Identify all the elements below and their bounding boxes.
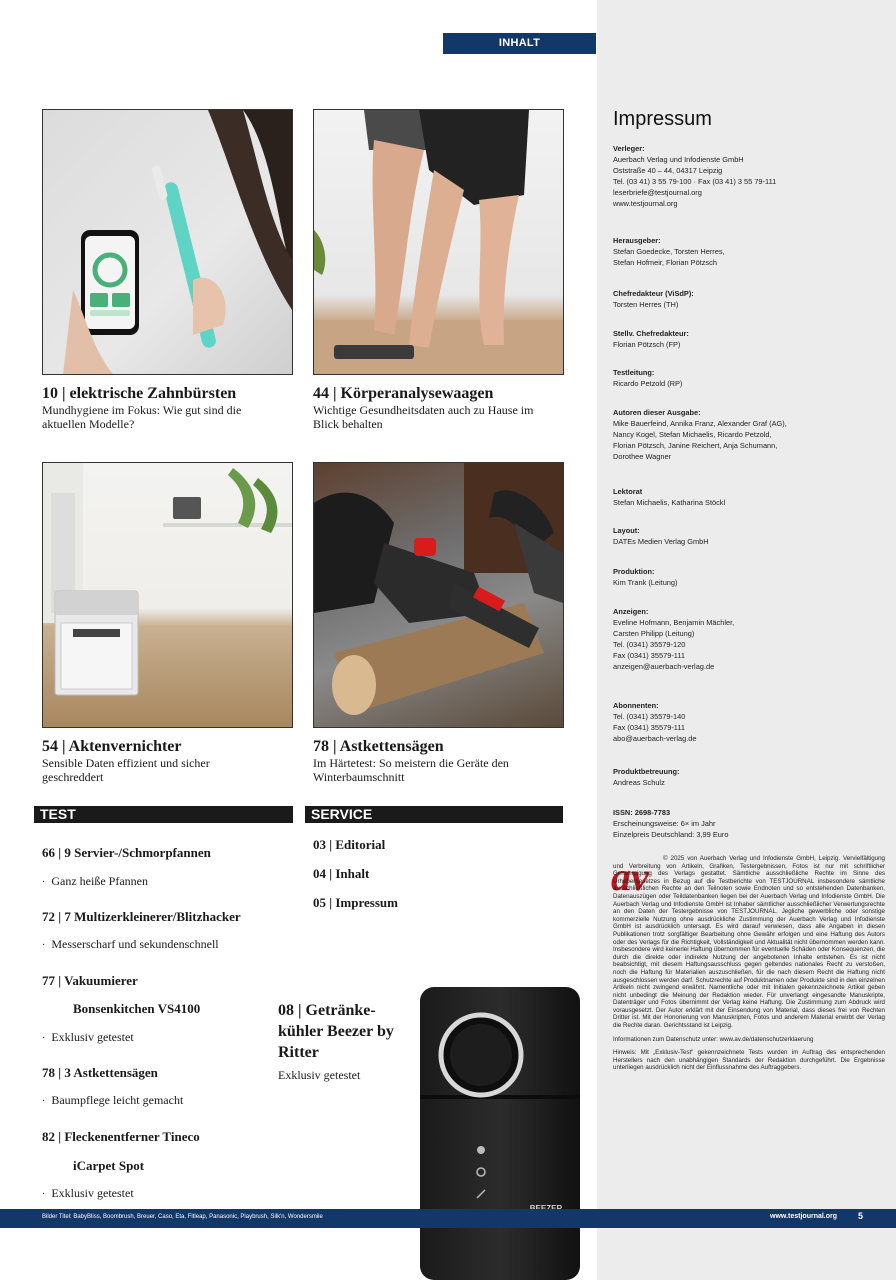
impressum-block (613, 606, 885, 672)
impressum-block-line: Carsten Philipp (Leitung) (613, 629, 695, 638)
feature-subtitle-toothbrush: Mundhygiene im Fokus: Wie gut sind die aktuellen Modelle? (42, 403, 242, 431)
test-item-title-continued[interactable]: iCarpet Spot (73, 1158, 145, 1173)
section-tag: INHALT (443, 33, 596, 54)
impressum-block-label: ISSN: 2698-7783 (613, 808, 671, 817)
impressum-block (613, 407, 885, 462)
test-item-title[interactable]: 82 | Fleckenentferner Tineco (42, 1129, 200, 1144)
feature-subtitle-scale: Wichtige Gesundheitsdaten auch zu Hause im Blick behalten (313, 403, 534, 431)
test-item-subtitle: · Ganz heiße Pfannen (42, 874, 148, 888)
page-number: 5 (858, 1211, 864, 1221)
service-item-inhalt[interactable]: 04 | Inhalt (313, 866, 370, 881)
body-scale-photo (313, 109, 564, 375)
beverage-cooler-photo (418, 985, 582, 1280)
impressum-block-line: Erscheinungsweise: 6× im Jahr (613, 819, 716, 828)
footer-credits: Bilder Titel: BabyBliss, Boombrush, Breuer, Caso, Eta, Fitleap, Panasonic, Playbrush, Silk'n, Wondersmile (42, 1214, 323, 1220)
impressum-block (613, 486, 885, 508)
impressum-block-label: Autoren dieser Ausgabe: (613, 408, 701, 417)
impressum-block (613, 288, 885, 310)
impressum-block (613, 566, 885, 588)
impressum-block-line: Florian Pötzsch (FP) (613, 340, 681, 349)
impressum-block (613, 700, 885, 744)
impressum-block-line: Tel. (0341) 35579-140 (613, 712, 686, 721)
impressum-block-line: abo@auerbach-verlag.de (613, 734, 697, 743)
service-item-impressum[interactable]: 05 | Impressum (313, 895, 398, 910)
feature-subtitle-shredder: Sensible Daten effizient und sicher geschreddert (42, 756, 210, 784)
impressum-block-line: DATEs Medien Verlag GmbH (613, 537, 709, 546)
feature-title-shredder[interactable]: 54 | Aktenvernichter (42, 738, 182, 755)
test-item-title[interactable]: 77 | Vakuumierer (42, 973, 138, 988)
impressum-block-line: www.testjournal.org (613, 199, 678, 208)
impressum-block-line: Ricardo Petzold (RP) (613, 379, 683, 388)
legal-notice: © 2025 von Auerbach Verlag und Infodienste GmbH, Leipzig. Vervielfältigung und Verbreitung von Artikeln, Grafiken, Testergebnissen, Fotos ist nur mit schriftlicher Genehmigung des Verlags gestattet. Sämtliche ausschließliche Rechte im Sinne des Urhebergesetzes in Bezug auf die Testberichte von TESTJOURNAL insbesondere sämtliche ausschließlichen Rechte an den Teilnoten sowie Endnoten und so entstehenden Datenbanken, Datenauszügen oder Teildatenbanken liegen bei der Auerbach Verlag und Infodienste GmbH. Die Auerbach Verlag und Infodienste GmbH ist Inhaber sämtlicher ausschließlicher Verwertungsrechte an den Daten der Testergebnisse von TESTJOURNAL. Jegliche gewerbliche oder sonstige kommerzielle Nutzung ohne ausdrückliche Zustimmung der Auerbach Verlag und Infodienste GmbH ist ausdrücklich untersagt. Es wird darauf verwiesen, dass alle Angaben in diesen Publikationen trotz sorgfältiger Bearbeitung ohne Gewähr erfolgen und eine Haftung des Autors oder des Verlags für die Richtigkeit, Vollständigkeit und Aktualität nicht übernommen werden kann. Insbesondere wird keinerlei Haftung übernommen für eventuelle Schäden oder Konsequenzen, die durch die direkte oder indirekte Nutzung der angebotenen Inhalte entstehen. Es ist nicht beabsichtigt, mit diesem Haftungsausschluss gegen geltendes nationales Recht zu verstoßen, noch die Haftung für Materialien auszuschließen, für die nach diesem Recht die Haftung nicht ausgeschlossen werden darf. Schutzrechte auf Produktnamen oder Produkte sind in den einzelnen Artikeln nicht zwingend erwähnt. Namentliche oder mit Initialen gekennzeichnete Artikel geben nicht unbedingt die Meinung der Redaktion wieder. Für unverlangt eingesandte Manuskripte, Datenträger und Fotos übernimmt der Verlag keine Haftung. Die Zustimmung zum Abdruck wird vorausgesetzt. Der Autor erklärt mit der Einsendung von Material, dass dieses frei von Rechten Dritter ist. Mit der Honorierung von Manuskripten, Fotos und anderem Material erwirbt der Verlag die Rechte daran. Gerichtsstand ist Leipzig. Informationen zum Datenschutz unter: www.av.de/datenschutzerklaerung Hinweis: Mit „Exklusiv-Test“ gekennzeichnete Tests wurden im Auftrag des entsprechenden Herstellers nach den unabhängigen Standards der Redaktion durchgeführt. Die Ergebnisse unterliegen ausdrücklich nicht der Einflussnahme des Auftraggebers. (613, 855, 885, 1072)
test-item-subtitle: · Exklusiv getestet (42, 1030, 134, 1044)
test-heading: TEST (34, 806, 293, 823)
test-item-subtitle: · Messerscharf und sekundenschnell (42, 937, 219, 951)
impressum-block (613, 367, 885, 389)
impressum-block-line: Stefan Hofmeir, Florian Pötzsch (613, 258, 717, 267)
impressum-block-label: Verleger: (613, 144, 645, 153)
impressum-block (613, 328, 885, 350)
test-item-subtitle: · Baumpflege leicht gemacht (42, 1093, 184, 1107)
feature-subtitle-chainsaw: Im Härtetest: So meistern die Geräte den Winterbaumschnitt (313, 756, 509, 784)
exklusiv-note: Hinweis: Mit „Exklusiv-Test“ gekennzeichnete Tests wurden im Auftrag des entsprechenden Herstellers nach den unabhängigen Standards der Redaktion durchgeführt. Die Ergebnisse unterliegen ausdrücklich nicht der Einflussnahme des Auftraggebers. (613, 1049, 885, 1072)
impressum-block (613, 807, 885, 840)
impressum-block (613, 525, 885, 547)
feature-title-toothbrush[interactable]: 10 | elektrische Zahnbürsten (42, 385, 237, 402)
impressum-block-line: leserbriefe@testjournal.org (613, 188, 702, 197)
impressum-block-line: Auerbach Verlag und Infodienste GmbH (613, 155, 744, 164)
service-heading: SERVICE (305, 806, 563, 823)
toothbrush-photo (42, 109, 293, 375)
impressum-block-line: Oststraße 40 – 44, 04317 Leipzig (613, 166, 723, 175)
impressum-block-line: Mike Bauerfeind, Annika Franz, Alexander Graf (AG), (613, 419, 787, 428)
impressum-title: Impressum (613, 108, 712, 130)
test-item-title[interactable]: 78 | 3 Astkettensägen (42, 1065, 158, 1080)
impressum-block-label: Testleitung: (613, 368, 655, 377)
test-item-title-continued[interactable]: Bonsenkitchen VS4100 (73, 1001, 201, 1016)
impressum-block (613, 766, 885, 788)
impressum-block-label: Lektorat (613, 487, 643, 496)
feature-title-chainsaw[interactable]: 78 | Astkettensägen (313, 738, 444, 755)
impressum-block-label: Herausgeber: (613, 236, 661, 245)
test-item-title[interactable]: 72 | 7 Multizerkleinerer/Blitzhacker (42, 909, 241, 924)
impressum-block-line: Fax (0341) 35579-111 (613, 651, 686, 660)
feature-title-scale[interactable]: 44 | Körperanalysewaagen (313, 385, 494, 402)
impressum-block-label: Stellv. Chefredakteur: (613, 329, 689, 338)
impressum-block-label: Produktion: (613, 567, 655, 576)
cooler-subtitle: Exklusiv getestet (278, 1068, 361, 1082)
impressum-block-line: Tel. (0341) 35579-120 (613, 640, 686, 649)
impressum-block-line: Eveline Hofmann, Benjamin Mächler, (613, 618, 735, 627)
impressum-block-line: Fax (0341) 35579-111 (613, 723, 686, 732)
impressum-block-line: Stefan Michaelis, Katharina Stöckl (613, 498, 726, 507)
impressum-block-label: Chefredakteur (ViSdP): (613, 289, 694, 298)
impressum-block-line: Andreas Schulz (613, 778, 665, 787)
impressum-block-line: Einzelpreis Deutschland: 3,99 Euro (613, 830, 729, 839)
footer-url[interactable]: www.testjournal.org (770, 1213, 838, 1220)
impressum-block (613, 143, 885, 209)
impressum-block-line: Nancy Kogel, Stefan Michaelis, Ricardo Petzold, (613, 430, 772, 439)
test-item-title[interactable]: 66 | 9 Servier-/Schmorpfannen (42, 845, 211, 860)
cooler-title[interactable]: 08 | Getränkekühler Beezer by Ritter (278, 1002, 394, 1061)
impressum-block-line: Torsten Herres (TH) (613, 300, 679, 309)
svg-text:av: av (611, 856, 649, 898)
impressum-block-label: Abonnenten: (613, 701, 659, 710)
chainsaw-photo (313, 462, 564, 728)
impressum-block-line: Tel. (03 41) 3 55 79-100 · Fax (03 41) 3 55 79-111 (613, 177, 777, 186)
impressum-block-label: Layout: (613, 526, 640, 535)
impressum-block-line: Kim Trank (Leitung) (613, 578, 678, 587)
impressum-block-label: Anzeigen: (613, 607, 649, 616)
privacy-notice: Informationen zum Datenschutz unter: www.av.de/datenschutzerklaerung (613, 1035, 814, 1043)
impressum-block-line: Stefan Goedecke, Torsten Herres, (613, 247, 725, 256)
impressum-block-line: Florian Pötzsch, Janine Reichert, Anja Schumann, (613, 441, 778, 450)
service-item-editorial[interactable]: 03 | Editorial (313, 837, 386, 852)
impressum-block (613, 235, 885, 268)
shredder-photo (42, 462, 293, 728)
impressum-block-label: Produktbetreuung: (613, 767, 680, 776)
impressum-block-line: anzeigen@auerbach-verlag.de (613, 662, 715, 671)
test-item-subtitle: · Exklusiv getestet (42, 1186, 134, 1200)
impressum-block-line: Dorothee Wagner (613, 452, 672, 461)
